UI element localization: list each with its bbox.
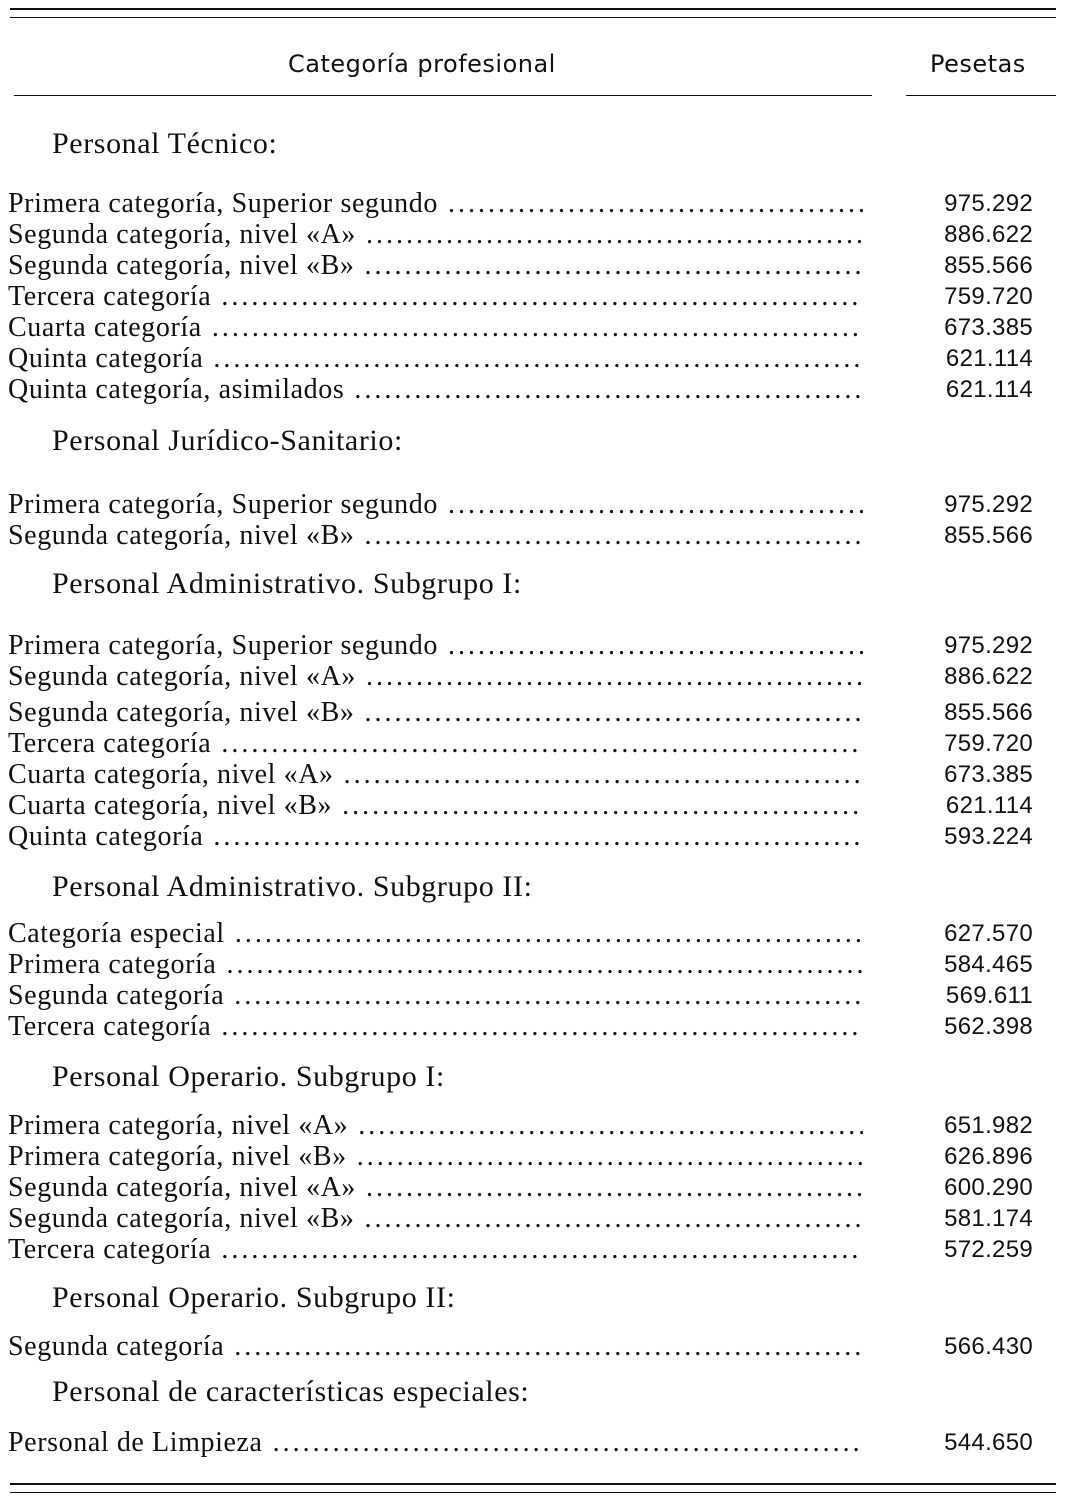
category-label: Segunda categoría, nivel «A» ..... — [8, 1172, 863, 1203]
category-label: Primera categoría, Superior segundo ..... — [8, 630, 863, 661]
table-row — [0, 918, 1066, 949]
table-row — [0, 821, 1066, 852]
amount-value: 855.566 — [944, 252, 1033, 279]
table-row — [0, 489, 1066, 520]
table-row — [0, 1331, 1066, 1362]
category-label: Tercera categoría ..... — [8, 1011, 863, 1042]
amount-value: 581.174 — [944, 1205, 1033, 1232]
amount-value: 621.114 — [945, 345, 1033, 372]
table-row — [0, 697, 1066, 728]
amount-value: 975.292 — [944, 190, 1033, 217]
category-label: Segunda categoría, nivel «B» ..... — [8, 697, 863, 728]
amount-value: 886.622 — [944, 221, 1033, 248]
table-row — [0, 949, 1066, 980]
category-label: Personal de Limpieza ..... — [8, 1427, 863, 1458]
table-row — [0, 250, 1066, 281]
category-label: Primera categoría, Superior segundo ..... — [8, 188, 863, 219]
table-row — [0, 661, 1066, 692]
category-label: Primera categoría, nivel «A» ..... — [8, 1110, 863, 1141]
category-label: Cuarta categoría, nivel «B» ..... — [8, 790, 863, 821]
table-row — [0, 1427, 1066, 1458]
category-label: Segunda categoría, nivel «B» ..... — [8, 1203, 863, 1234]
table-row — [0, 188, 1066, 219]
amount-value: 593.224 — [944, 823, 1033, 850]
category-label: Quinta categoría ..... — [8, 343, 863, 374]
amount-value: 673.385 — [944, 761, 1033, 788]
amount-value: 621.114 — [945, 376, 1033, 403]
category-label: Cuarta categoría ..... — [8, 312, 863, 343]
amount-value: 975.292 — [944, 632, 1033, 659]
amount-value: 584.465 — [944, 951, 1033, 978]
category-label: Primera categoría ..... — [8, 949, 863, 980]
table-row — [0, 281, 1066, 312]
header-rule-category — [14, 95, 872, 96]
table-row — [0, 374, 1066, 405]
table-row — [0, 312, 1066, 343]
section-title: Personal Jurídico-Sanitario: — [52, 424, 403, 457]
bottom-rule-2 — [10, 1492, 1056, 1493]
amount-value: 855.566 — [944, 699, 1033, 726]
amount-value: 759.720 — [944, 730, 1033, 757]
section-title: Personal Administrativo. Subgrupo II: — [52, 870, 533, 903]
amount-value: 886.622 — [944, 663, 1033, 690]
category-label: Segunda categoría, nivel «B» ..... — [8, 250, 863, 281]
top-rule-1 — [10, 8, 1056, 10]
category-label: Tercera categoría ..... — [8, 728, 863, 759]
top-rule-2 — [10, 17, 1056, 18]
bottom-rule-1 — [10, 1483, 1056, 1485]
table-row — [0, 1203, 1066, 1234]
category-label: Segunda categoría ..... — [8, 1331, 863, 1362]
section-title: Personal de características especiales: — [52, 1375, 530, 1408]
table-row — [0, 1110, 1066, 1141]
amount-value: 673.385 — [944, 314, 1033, 341]
amount-value: 566.430 — [944, 1333, 1033, 1360]
category-label: Tercera categoría ..... — [8, 281, 863, 312]
amount-value: 544.650 — [944, 1429, 1033, 1456]
amount-value: 626.896 — [944, 1143, 1033, 1170]
table-row — [0, 759, 1066, 790]
category-label: Segunda categoría, nivel «A» ..... — [8, 661, 863, 692]
amount-value: 572.259 — [944, 1236, 1033, 1263]
section-title: Personal Técnico: — [52, 127, 278, 160]
column-header-amount: Pesetas — [930, 50, 1026, 78]
table-row — [0, 1011, 1066, 1042]
category-label: Categoría especial ..... — [8, 918, 863, 949]
section-title: Personal Operario. Subgrupo I: — [52, 1060, 445, 1093]
category-label: Segunda categoría ..... — [8, 980, 863, 1011]
amount-value: 562.398 — [944, 1013, 1033, 1040]
section-title: Personal Administrativo. Subgrupo I: — [52, 567, 522, 600]
amount-value: 759.720 — [944, 283, 1033, 310]
table-row — [0, 1172, 1066, 1203]
category-label: Cuarta categoría, nivel «A» ..... — [8, 759, 863, 790]
column-header-category: Categoría profesional — [288, 50, 556, 78]
table-row — [0, 790, 1066, 821]
amount-value: 627.570 — [944, 920, 1033, 947]
amount-value: 569.611 — [945, 982, 1033, 1009]
category-label: Quinta categoría, asimilados ..... — [8, 374, 863, 405]
amount-value: 651.982 — [944, 1112, 1033, 1139]
table-row — [0, 728, 1066, 759]
category-label: Segunda categoría, nivel «A» ..... — [8, 219, 863, 250]
amount-value: 621.114 — [945, 792, 1033, 819]
amount-value: 600.290 — [944, 1174, 1033, 1201]
category-label: Primera categoría, nivel «B» ..... — [8, 1141, 863, 1172]
table-row — [0, 343, 1066, 374]
category-label: Primera categoría, Superior segundo ..... — [8, 489, 863, 520]
amount-value: 975.292 — [944, 491, 1033, 518]
table-row — [0, 980, 1066, 1011]
section-title: Personal Operario. Subgrupo II: — [52, 1281, 456, 1314]
category-label: Segunda categoría, nivel «B» ..... — [8, 520, 863, 551]
header-rule-amount — [906, 95, 1056, 96]
table-row — [0, 520, 1066, 551]
table-row — [0, 1234, 1066, 1265]
table-row — [0, 630, 1066, 661]
amount-value: 855.566 — [944, 522, 1033, 549]
category-label: Tercera categoría ..... — [8, 1234, 863, 1265]
table-row — [0, 219, 1066, 250]
category-label: Quinta categoría ..... — [8, 821, 863, 852]
table-row — [0, 1141, 1066, 1172]
